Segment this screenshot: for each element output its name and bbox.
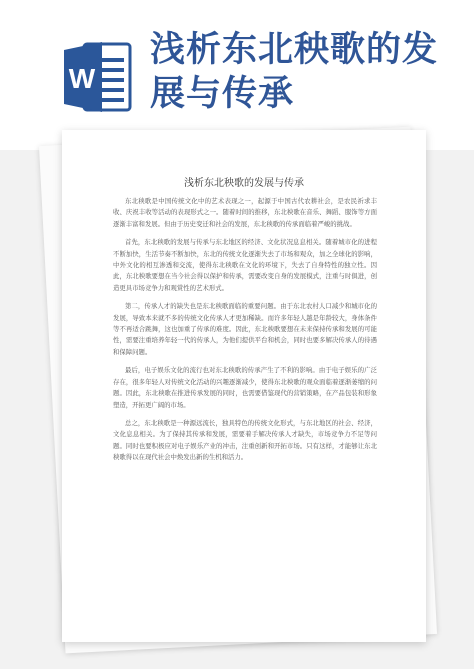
headline-title: 浅析东北秧歌的发展与传承 bbox=[150, 30, 439, 114]
paragraph-1: 东北秧歌是中国传统文化中的艺术表现之一，起源于中国古代农耕社会，是农民祈求丰收、庆祝丰收等活动的表现形式之一。随着时间的推移，东北秧歌在音乐、舞蹈、服饰等方面逐渐丰富和发展。但由于历史变迁和社会的发展，东北秧歌的传承面临着严峻的挑战。 bbox=[113, 197, 377, 228]
word-icon-letter: W bbox=[68, 63, 96, 94]
document-title: 浅析东北秧歌的发展与传承 bbox=[184, 178, 304, 189]
paragraph-2: 首先，东北秧歌的发展与传承与东北地区的经济、文化状况息息相关。随着城市化的进程不断加快，生活节奏不断加快，东北的传统文化逐渐失去了市场和观众，加之全球化的影响，中外文化的相互渗透和交流，使得东北秧歌在文化的环境下，失去了自身特性的独立性。因此，东北秧歌要想在当今社会得以保护和传承，需要改变自身的发展模式，注重与时俱进，创造更具市场竞争力和观赏性的艺术形式。 bbox=[113, 238, 377, 292]
document-body bbox=[113, 196, 377, 471]
paragraph-5: 总之，东北秧歌是一种源远流长，独具特色的传统文化形式，与东北地区的社会、经济，文化息息相关。为了保持其传承和发展，需要着手解决传承人才缺失，市场竞争力不足等问题。同时也要积极应对电子娱乐产业的冲击，注重创新和开拓市场。只有这样，才能够让东北秧歌得以在现代社会中焕发出新的生机和活力。 bbox=[113, 418, 377, 462]
word-document-icon bbox=[62, 38, 134, 116]
paragraph-4: 最后，电子娱乐文化的流行也对东北秧歌的传承产生了不利的影响。由于电子娱乐的广泛存在，很多年轻人对传统文化活动的兴趣逐渐减少，使得东北秧歌的观众面临着逐渐萎缩的问题。因此，东北秧歌在推进传承发展的同时，也需要借鉴现代的营销策略，在产品包装和形象塑造，开拓更广阔的市场。 bbox=[113, 366, 377, 409]
paragraph-3: 第二，传承人才的缺失也是东北秧歌面临的重要问题。由于东北农村人口减少和城市化的发展，导致本来就不多的传统文化传承人才更加稀缺。而许多年轻人越是年龄较大，身体条件等不再适合跳舞，这也加重了传承的难度。因此，东北秧歌要想在未来保持传承和发展的可能性，需要注重培养年轻一代的传承人，为他们提供平台和机会，同时也要多解决传承人的待遇和保障问题。 bbox=[113, 302, 377, 356]
document-page bbox=[62, 130, 426, 642]
